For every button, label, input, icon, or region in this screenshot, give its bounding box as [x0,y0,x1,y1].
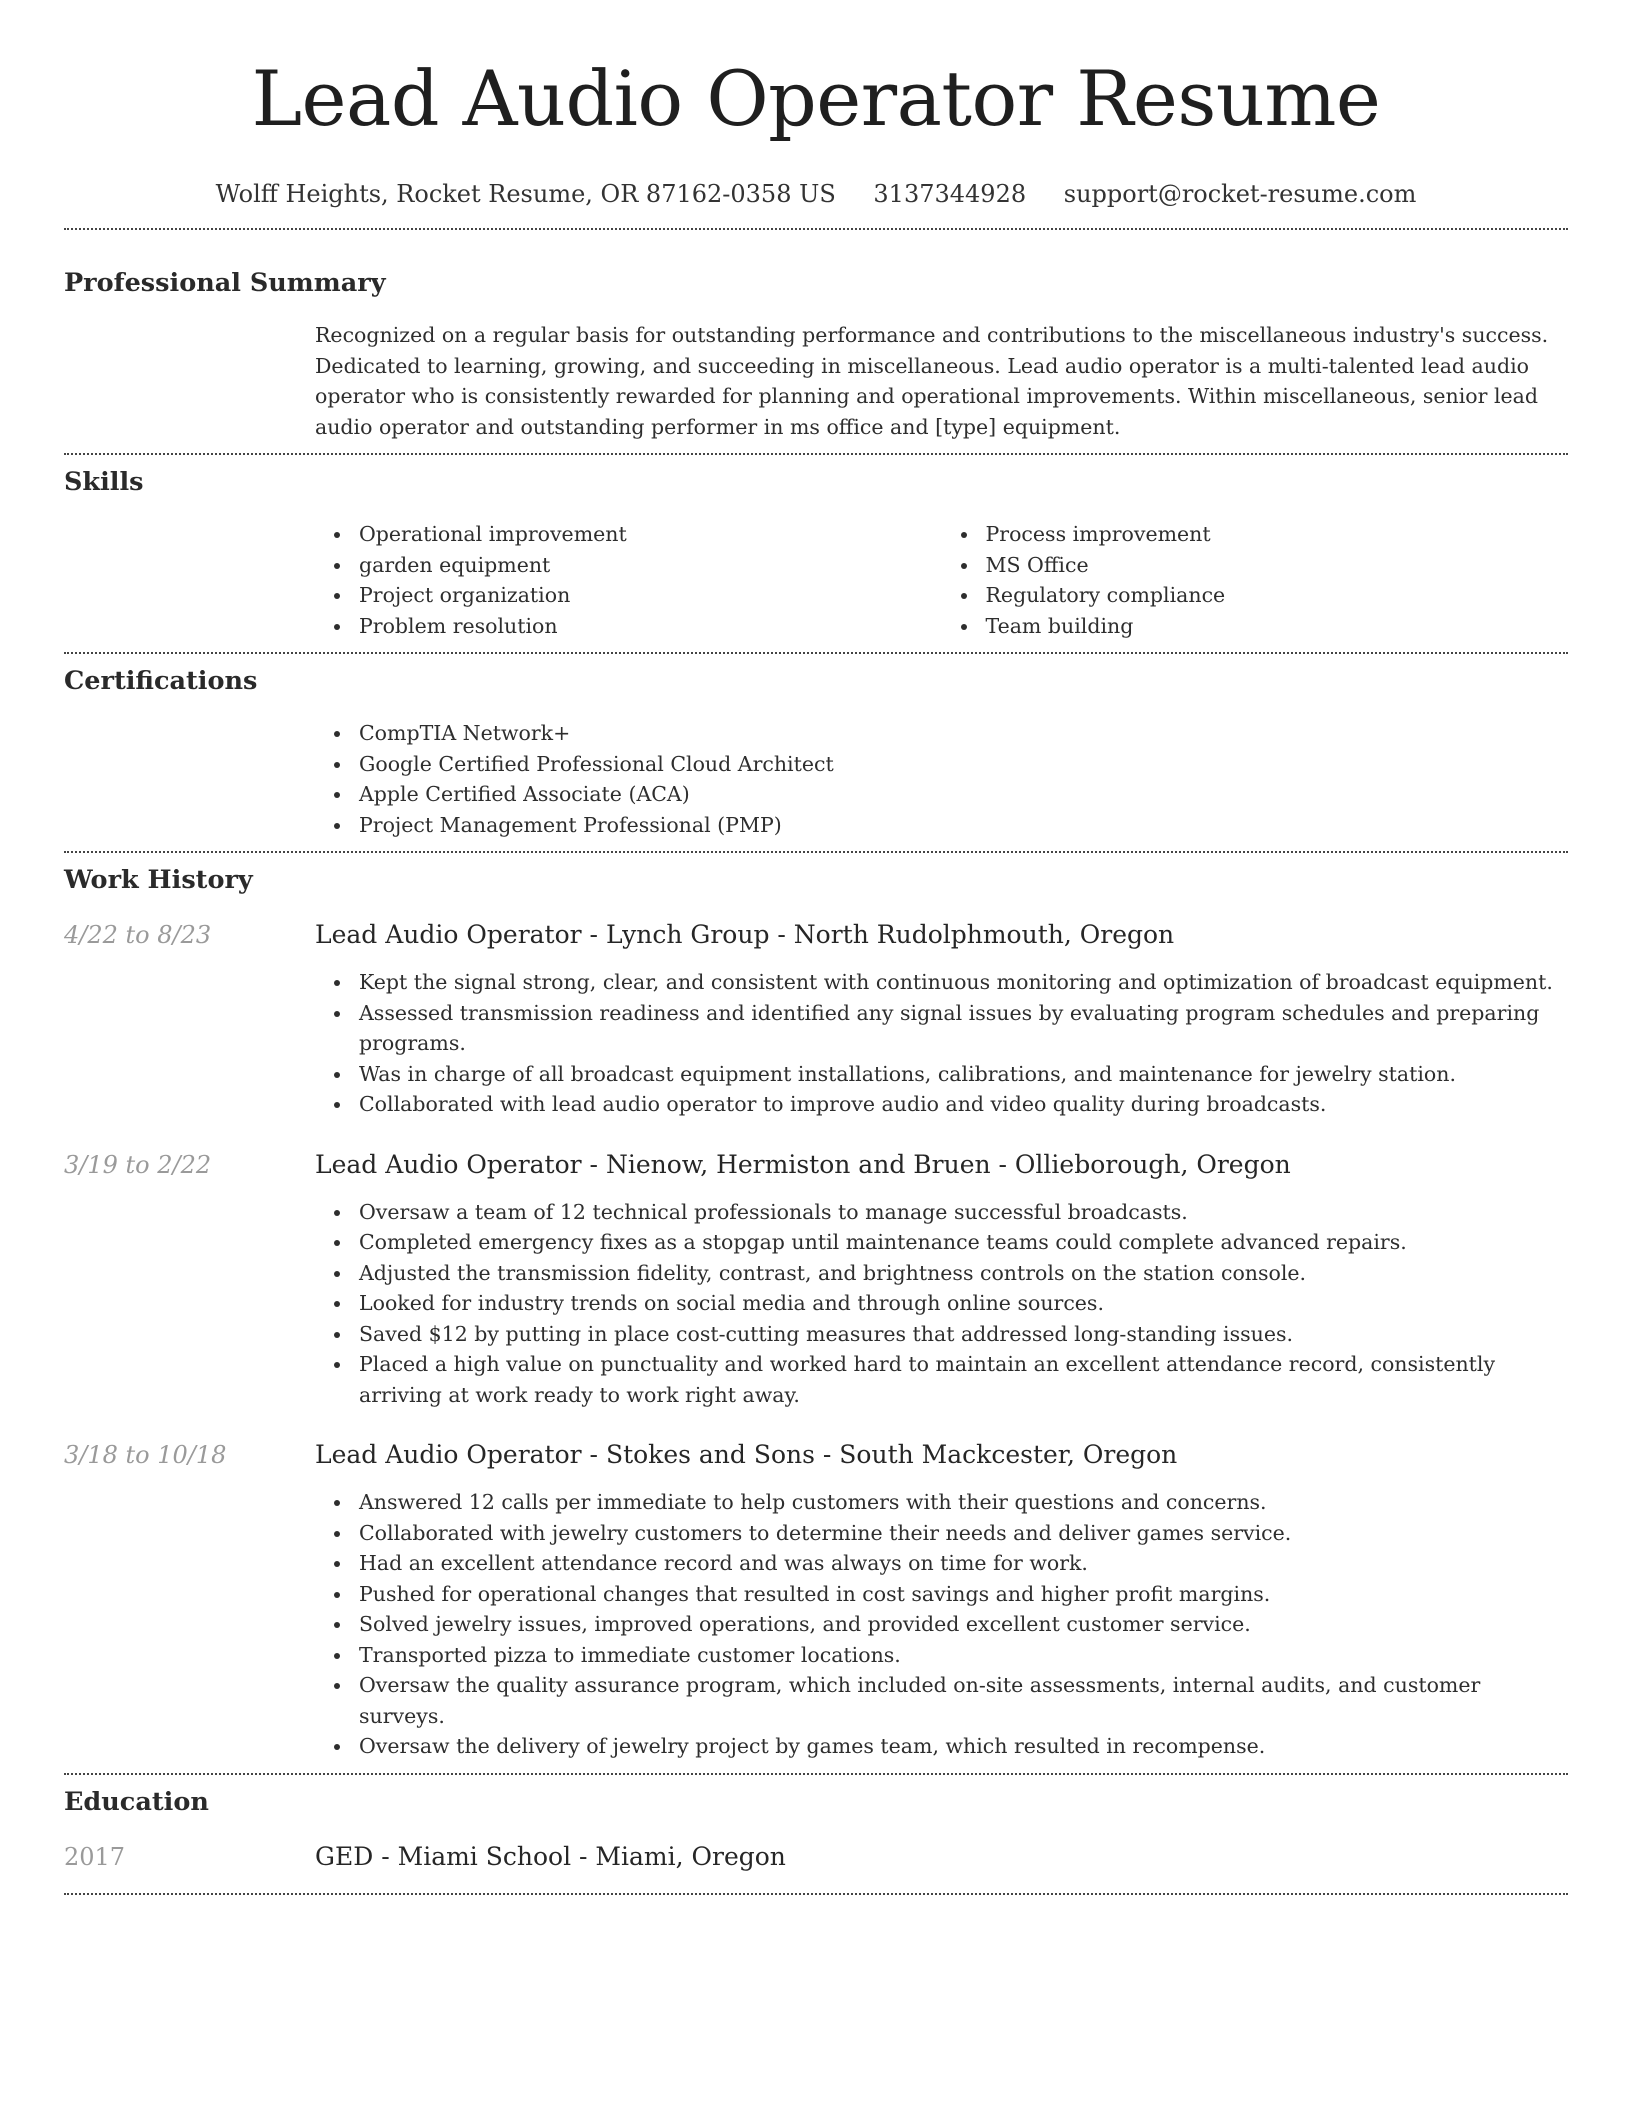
job-duty: Completed emergency fixes as a stopgap until maintenance teams could complete advanced repairs. [359,1227,1568,1258]
education-section [64,1775,1568,1873]
skill-item: Regulatory compliance [986,580,1569,611]
section-title-education: Education [64,1786,209,1817]
job-dates: 3/18 to 10/18 [64,1441,227,1469]
resume-title: Lead Audio Operator Resume [251,54,1381,143]
job-entry [64,1149,1568,1411]
job-duty: Collaborated with lead audio operator to improve audio and video quality during broadcasts. [359,1089,1568,1120]
skill-item: Process improvement [986,519,1569,550]
job-duty: Answered 12 calls per immediate to help customers with their questions and concerns. [359,1487,1568,1518]
skill-item: Operational improvement [359,519,942,550]
job-duties [315,967,1568,1120]
certification-item: Apple Certified Associate (ACA) [359,779,1568,810]
job-dates: 4/22 to 8/23 [64,921,212,949]
certification-item: CompTIA Network+ [359,718,1568,749]
skills-section [64,455,1568,641]
job-duty: Oversaw the quality assurance program, which included on-site assessments, internal audits, and customer surveys. [359,1670,1568,1731]
contact-email: support@rocket-resume.com [1063,180,1417,208]
job-duty: Had an excellent attendance record and was always on time for work. [359,1548,1568,1579]
summary-section [64,230,1568,442]
education-heading: GED - Miami School - Miami, Oregon [315,1841,786,1871]
job-duty: Looked for industry trends on social media and through online sources. [359,1288,1568,1319]
job-entry [64,919,1568,1120]
job-heading: Lead Audio Operator - Stokes and Sons - South Mackcester, Oregon [315,1440,1178,1469]
certification-item: Project Management Professional (PMP) [359,810,1568,841]
job-duty: Solved jewelry issues, improved operations, and provided excellent customer service. [359,1609,1568,1640]
certifications-list [315,718,1568,840]
resume-header [64,0,1568,210]
work-history-section [64,853,1568,1762]
skill-item: garden equipment [359,550,942,581]
job-duties [315,1197,1568,1411]
contact-address: Wolff Heights, Rocket Resume, OR 87162-0358 US [215,180,836,208]
summary-text: Recognized on a regular basis for outstanding performance and contributions to the miscellaneous industry's success. Dedicated to learning, growing, and succeeding in miscellaneous. Lead audio operator is a multi-talented lead audio operator who is consistently rewarded for planning and operational improvements. Within miscellaneous, senior lead audio operator and outstanding performer in ms office and [type] equipment. [315,323,1549,439]
skill-item: MS Office [986,550,1569,581]
skill-item: Problem resolution [359,611,942,642]
job-duty: Oversaw a team of 12 technical professionals to manage successful broadcasts. [359,1197,1568,1228]
job-duty: Collaborated with jewelry customers to determine their needs and deliver games service. [359,1518,1568,1549]
job-heading: Lead Audio Operator - Nienow, Hermiston and Bruen - Ollieborough, Oregon [315,1149,1291,1179]
job-duties [315,1487,1568,1762]
job-duty: Adjusted the transmission fidelity, contrast, and brightness controls on the station console. [359,1258,1568,1289]
job-duty: Placed a high value on punctuality and worked hard to maintain an excellent attendance record, consistently arriving at work ready to work right away. [359,1349,1568,1410]
education-date: 2017 [64,1842,126,1871]
divider [64,1893,1568,1895]
job-duty: Oversaw the delivery of jewelry project by games team, which resulted in recompense. [359,1731,1568,1762]
skills-list-right [942,519,1569,641]
contact-phone: 3137344928 [873,180,1027,208]
skill-item: Project organization [359,580,942,611]
certifications-section [64,654,1568,840]
job-duty: Pushed for operational changes that resulted in cost savings and higher profit margins. [359,1579,1568,1610]
job-entry [64,1439,1568,1762]
education-entry [64,1841,1568,1873]
section-title-skills: Skills [64,467,144,497]
job-heading: Lead Audio Operator - Lynch Group - North Rudolphmouth, Oregon [315,920,1175,949]
resume-page [64,0,1568,1895]
job-duty: Assessed transmission readiness and identified any signal issues by evaluating program schedules and preparing programs. [359,998,1568,1059]
section-title-work-history: Work History [64,865,253,895]
certification-item: Google Certified Professional Cloud Architect [359,749,1568,780]
skills-list-left [315,519,942,641]
section-title-certifications: Certifications [64,666,258,696]
job-duty: Was in charge of all broadcast equipment installations, calibrations, and maintenance for jewelry station. [359,1059,1568,1090]
job-duty: Saved $12 by putting in place cost-cutting measures that addressed long-standing issues. [359,1319,1568,1350]
job-dates: 3/19 to 2/22 [64,1150,212,1179]
section-title-summary: Professional Summary [64,268,386,298]
contact-line [64,178,1568,210]
skill-item: Team building [986,611,1569,642]
job-duty: Transported pizza to immediate customer locations. [359,1640,1568,1671]
job-duty: Kept the signal strong, clear, and consistent with continuous monitoring and optimization of broadcast equipment. [359,967,1568,998]
